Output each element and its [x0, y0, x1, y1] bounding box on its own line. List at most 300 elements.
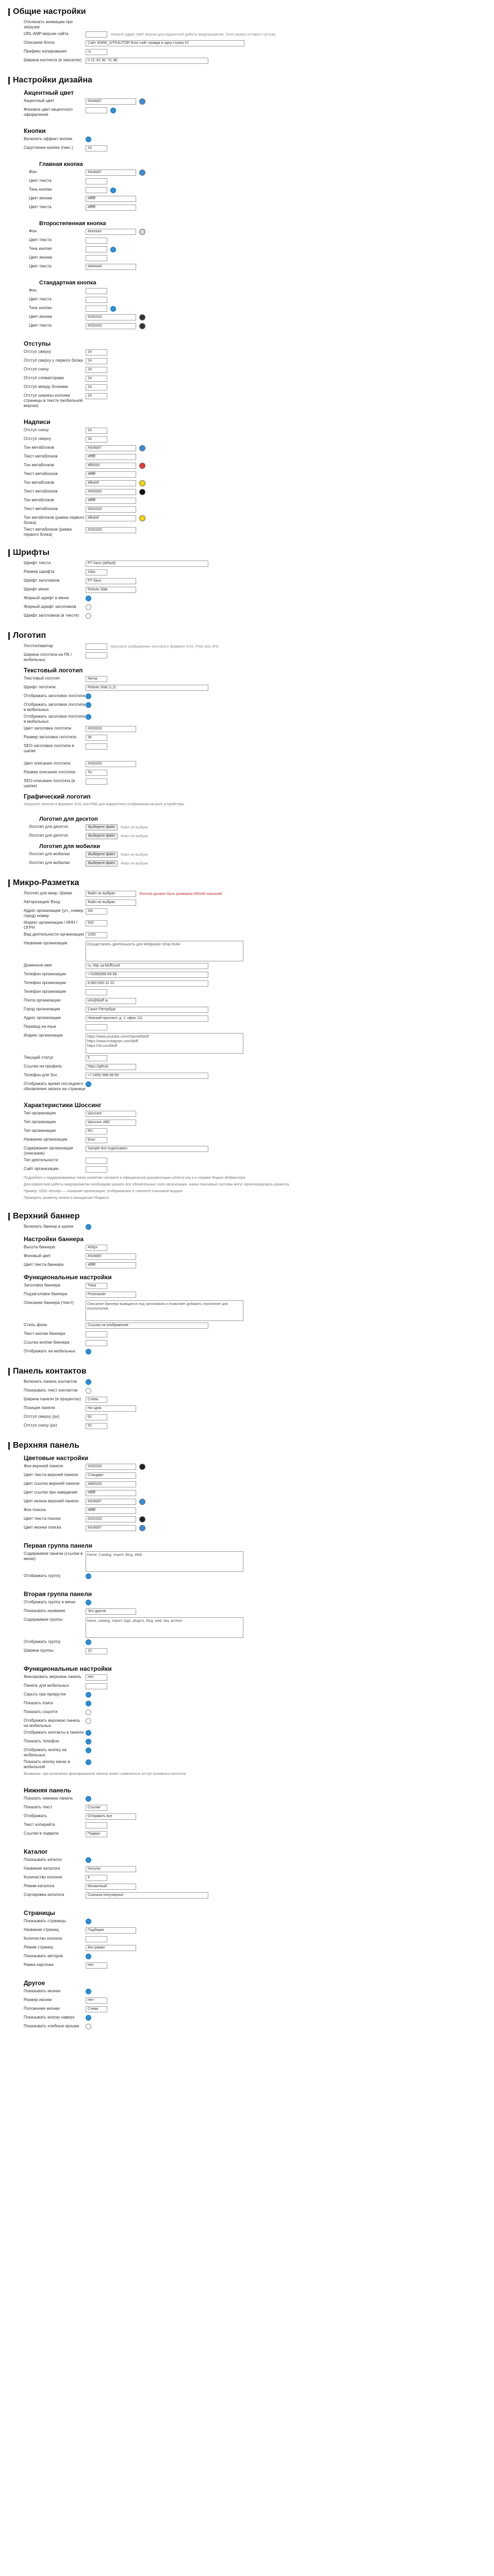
toggle-switch[interactable]	[86, 596, 91, 601]
toggle-switch[interactable]	[86, 1919, 91, 1924]
text-input[interactable]: Ни одна	[86, 1405, 136, 1412]
toggle-switch[interactable]	[86, 1748, 91, 1753]
text-input[interactable]: #ffffff	[86, 454, 136, 460]
text-input[interactable]	[86, 246, 107, 252]
setting-row	[8, 229, 488, 236]
setting-label: Текст кнопки баннера	[24, 1331, 65, 1336]
text-input[interactable]	[86, 643, 107, 650]
text-input[interactable]: Санкт-Петербург	[86, 1007, 208, 1013]
text-input[interactable]: #eeeeee	[86, 229, 136, 235]
setting-label: Включить эффект кнопки	[24, 137, 72, 141]
spacer	[8, 1432, 488, 1436]
text-input[interactable]: Блог	[86, 1137, 107, 1143]
setting-control	[86, 1831, 488, 1837]
setting-label: Включить панель контактов	[24, 1379, 77, 1384]
color-swatch-icon[interactable]	[139, 170, 145, 176]
setting-label: Текст метаблоков	[24, 454, 58, 459]
toggle-switch[interactable]	[86, 1379, 91, 1385]
color-swatch-icon[interactable]	[139, 98, 145, 105]
setting-label: Индекс организации / ИНН / ОГРН	[24, 920, 78, 930]
setting-row	[8, 1323, 488, 1330]
upload-control	[86, 852, 488, 858]
toggle-switch[interactable]	[86, 1639, 91, 1645]
text-input[interactable]: Мозаичный	[86, 1884, 136, 1890]
setting-control	[86, 178, 488, 184]
setting-row	[8, 1936, 488, 1943]
setting-label: Тень кнопки	[29, 246, 52, 251]
color-swatch-icon[interactable]	[139, 1516, 145, 1522]
setting-control	[86, 1617, 488, 1638]
setting-row	[8, 1120, 488, 1127]
text-input[interactable]: 5	[86, 1055, 107, 1061]
text-input[interactable]	[86, 1331, 107, 1337]
setting-row	[8, 613, 488, 620]
section-contacts	[8, 1367, 488, 1376]
text-input[interactable]: RU	[86, 1128, 107, 1134]
section-design-text: Настройки дизайна	[13, 76, 92, 84]
subsection-standard	[39, 280, 488, 286]
subsection-spacing	[24, 340, 488, 347]
setting-label: Показать поиск	[24, 1701, 53, 1705]
text-input[interactable]	[86, 1158, 107, 1164]
text-input[interactable]: Файл не выбран	[86, 891, 136, 897]
text-input[interactable]: Подборки	[86, 1927, 136, 1934]
setting-label: Ширина панели (в процентах)	[24, 1397, 81, 1401]
text-input[interactable]	[86, 187, 107, 193]
text-input[interactable]	[86, 297, 107, 303]
setting-row	[8, 246, 488, 253]
setting-label: Тон метаблоков (рамка первого блока)	[24, 515, 85, 525]
text-input[interactable]: Каталог	[86, 1866, 136, 1872]
setting-control	[86, 1551, 488, 1572]
text-input[interactable]: Нет	[86, 1674, 107, 1681]
setting-control	[86, 1936, 488, 1942]
setting-label: Шрифт меню	[24, 587, 49, 591]
text-input[interactable]: 24	[86, 384, 107, 391]
toggle-switch[interactable]	[86, 2024, 91, 2029]
setting-row	[8, 1796, 488, 1803]
setting-label: Ссылки в подвале	[24, 1831, 59, 1836]
text-input[interactable]: Стандарт	[86, 1472, 136, 1479]
text-input[interactable]: Шоссинг ABC	[86, 1120, 136, 1126]
text-input[interactable]	[86, 778, 107, 785]
text-input[interactable]: Слева	[86, 2006, 107, 2012]
setting-row	[8, 1617, 488, 1638]
toggle-switch[interactable]	[86, 1081, 91, 1087]
setting-label: Отступ сверху (px)	[24, 1414, 60, 1419]
text-input[interactable]: Сначала популярные	[86, 1892, 208, 1899]
text-input[interactable]: Невский проспект, д. 1, офис 111	[86, 1015, 208, 1022]
spacer	[8, 1778, 488, 1783]
text-input[interactable]: Sample text organization	[86, 1146, 208, 1152]
text-input[interactable]: Отправить все	[86, 1814, 136, 1820]
color-swatch-icon[interactable]	[139, 480, 145, 486]
toggle-switch[interactable]	[86, 1759, 91, 1765]
select-file-button[interactable]: Выберите файл	[86, 824, 118, 831]
text-input[interactable]	[86, 989, 107, 995]
setting-control	[86, 297, 488, 303]
toggle-switch[interactable]	[86, 613, 91, 619]
text-input[interactable]: Ти	[86, 770, 107, 776]
text-input[interactable]: Сайт WWW_SITEAUTOR Блог-сайт правда в одну строку 01	[86, 40, 244, 46]
color-swatch-icon[interactable]	[139, 1525, 145, 1531]
text-input[interactable]: #333333	[86, 527, 136, 533]
text-input[interactable]: 24	[86, 393, 107, 399]
setting-label: Отображать заголовок логотипа в мобильных	[24, 702, 86, 712]
text-input[interactable]: Ссылка на изображение	[86, 1323, 208, 1329]
toggle-switch[interactable]	[110, 188, 116, 193]
text-input[interactable]: #3c8dd7	[86, 445, 136, 451]
setting-row	[8, 963, 488, 970]
toggle-switch[interactable]	[86, 2015, 91, 2021]
text-input[interactable]: Шоссинг	[86, 1111, 136, 1117]
spacer	[8, 1582, 488, 1586]
subsection-banner-settings	[24, 1235, 488, 1243]
setting-control	[86, 498, 488, 504]
subsection-labels-text: Надписи	[24, 418, 51, 426]
setting-control	[86, 900, 488, 906]
text-input[interactable]: 50	[86, 1423, 107, 1429]
setting-control	[86, 506, 488, 513]
setting-label: Размер заголовка логотипа	[24, 735, 76, 739]
text-input[interactable]	[86, 743, 107, 750]
section-topbar-text: Верхняя панель	[13, 1441, 79, 1450]
setting-control	[86, 613, 488, 619]
text-input[interactable]: 24	[86, 349, 107, 355]
setting-label: Показать соцсети	[24, 1709, 58, 1714]
text-input[interactable]: 16	[86, 436, 107, 443]
setting-row	[8, 1989, 488, 1996]
text-input[interactable]: 16	[86, 145, 107, 151]
text-input[interactable]	[86, 238, 107, 244]
setting-control	[86, 1739, 488, 1744]
textarea-field[interactable]: https://www.youtube.com/channel/bloff https://www.instagram.com/bloff https://vk.com/bloff	[86, 1033, 243, 1054]
setting-label: Акцентный цвет	[24, 98, 55, 103]
setting-label: Тон метаблоков	[24, 463, 54, 467]
text-input[interactable]	[86, 178, 107, 184]
text-input[interactable]: 0 1C 5C 8C 7C 9E	[86, 58, 208, 64]
setting-label: Фон поиска	[24, 1507, 46, 1512]
text-input[interactable]: #ffffff	[86, 1507, 136, 1514]
textarea-field[interactable]: home, catalog, import, tags, plugins, blog, web, faq, archive	[86, 1617, 243, 1638]
setting-row	[8, 205, 488, 212]
section-topbar	[8, 1441, 488, 1450]
text-input[interactable]: Автор	[86, 676, 107, 682]
text-input[interactable]: Postmaster	[86, 1292, 136, 1298]
text-input[interactable]	[86, 1936, 107, 1942]
text-input[interactable]	[86, 1166, 107, 1173]
text-input[interactable]: 16px	[86, 569, 107, 575]
toggle-switch[interactable]	[86, 1600, 91, 1605]
section-top-banner-text: Верхний баннер	[13, 1212, 80, 1221]
textarea-field[interactable]: Описание баннера выводится под заголовком и позволяет добавить пояснение для посетителей.	[86, 1300, 243, 1321]
text-input[interactable]: #ffffff	[86, 1262, 136, 1268]
text-input[interactable]: Слева	[86, 1397, 107, 1403]
text-input[interactable]: PT Sans (default)	[86, 561, 208, 567]
setting-label: Город организации	[24, 1007, 60, 1011]
spacer	[8, 273, 488, 277]
color-swatch-icon[interactable]	[139, 229, 145, 235]
text-input[interactable]: #333333	[86, 761, 136, 767]
toggle-switch[interactable]	[86, 1739, 91, 1744]
setting-row	[8, 578, 488, 585]
text-input[interactable]: Файл не выбран	[86, 900, 136, 906]
toggle-switch[interactable]	[86, 1709, 91, 1715]
text-input[interactable]	[86, 1683, 107, 1689]
setting-label: Отступ между блоками	[24, 384, 68, 389]
setting-label: Телефон организации	[24, 980, 67, 985]
setting-label: Отображать на мобильных	[24, 1349, 76, 1353]
spacer	[8, 539, 488, 543]
setting-label: Подзаголовок баннера	[24, 1292, 68, 1296]
toggle-switch[interactable]	[110, 108, 116, 113]
subsection-bottom-bar	[24, 1787, 488, 1794]
text-input[interactable]: 600	[86, 920, 107, 926]
text-input[interactable]: #3c8dd7	[86, 170, 136, 176]
text-input[interactable]: #000000	[86, 489, 136, 495]
setting-control	[86, 471, 488, 478]
text-input[interactable]	[86, 288, 107, 294]
text-input[interactable]	[86, 255, 107, 261]
text-input[interactable]: +7(499)999-99-99	[86, 972, 208, 978]
text-input[interactable]: PT Sans	[86, 578, 136, 584]
setting-row	[8, 463, 488, 470]
setting-label: Цвет текста верхней панели	[24, 1472, 78, 1477]
setting-label: Тип деятельности	[24, 1158, 58, 1162]
color-swatch-icon[interactable]	[139, 314, 145, 320]
text-input[interactable]: +7 (499) 999-99-99	[86, 1073, 208, 1079]
section-logo	[8, 631, 488, 640]
setting-control	[86, 463, 488, 469]
setting-control	[86, 1224, 488, 1230]
subsection-banner-functional	[24, 1274, 488, 1281]
toggle-switch[interactable]	[86, 137, 91, 142]
toggle-switch[interactable]	[86, 1718, 91, 1724]
setting-row	[8, 1064, 488, 1071]
text-input[interactable]: #dd3333	[86, 1481, 136, 1487]
setting-label: Описание баннера (текст)	[24, 1300, 74, 1305]
text-input[interactable]	[86, 306, 107, 312]
setting-label: Скругление кнопки (пикс.)	[24, 145, 73, 150]
text-input[interactable]: Roboto Slab	[86, 587, 136, 593]
toggle-switch[interactable]	[86, 1989, 91, 1994]
text-input[interactable]: Тема	[86, 1283, 107, 1289]
text-input[interactable]: 16	[86, 428, 107, 434]
text-input[interactable]	[86, 1822, 107, 1828]
text-input[interactable]: #ffffff	[86, 1490, 136, 1496]
setting-control	[86, 1499, 488, 1505]
color-swatch-icon[interactable]	[139, 489, 145, 495]
text-input[interactable]: SN	[86, 908, 107, 914]
text-input[interactable]	[86, 652, 107, 658]
text-input[interactable]: Подвал	[86, 1831, 107, 1837]
select-file-button[interactable]: Выберите файл	[86, 852, 118, 858]
spacer	[8, 2032, 488, 2037]
setting-control	[86, 31, 488, 38]
setting-label: Шрифт логотипа	[24, 685, 56, 689]
toggle-switch[interactable]	[86, 1692, 91, 1698]
toggle-switch[interactable]	[86, 1796, 91, 1802]
text-input[interactable]: 24	[86, 367, 107, 373]
text-input[interactable]: Нет	[86, 1962, 107, 1969]
text-input[interactable]	[86, 107, 107, 113]
text-input[interactable]: 24	[86, 376, 107, 382]
setting-control	[86, 1989, 488, 1994]
setting-row	[8, 1674, 488, 1682]
text-input[interactable]: #ffffff	[86, 498, 136, 504]
text-input[interactable]: ru	[86, 49, 107, 55]
text-input[interactable]: #333333	[86, 1464, 136, 1470]
setting-row	[8, 393, 488, 409]
toggle-switch[interactable]	[86, 1573, 91, 1579]
spacer	[8, 332, 488, 336]
text-input[interactable]: #ffffff	[86, 196, 136, 202]
toggle-switch[interactable]	[110, 306, 116, 312]
setting-control	[86, 1323, 488, 1329]
section-general	[8, 7, 488, 16]
setting-row	[8, 1805, 488, 1812]
setting-control	[86, 1283, 488, 1289]
setting-label: Телефон организации	[24, 972, 67, 976]
color-swatch-icon[interactable]	[139, 445, 145, 451]
setting-row	[8, 980, 488, 988]
setting-control	[86, 1814, 488, 1820]
text-input[interactable]: #3c8dd7	[86, 1253, 136, 1260]
text-input[interactable]: https://github	[86, 1064, 136, 1070]
setting-control	[86, 1822, 488, 1828]
text-input[interactable]: #333333	[86, 506, 136, 513]
text-input[interactable]: Нет	[86, 1997, 107, 2004]
text-input[interactable]: ru, http ua-bloffcoud	[86, 963, 208, 969]
setting-row	[8, 2006, 488, 2013]
setting-label: Отступ снизу (px)	[24, 1423, 57, 1428]
setting-row	[8, 770, 488, 777]
setting-row	[8, 1954, 488, 1961]
toggle-switch[interactable]	[86, 1224, 91, 1230]
text-input[interactable]: 36	[86, 735, 107, 741]
setting-row	[8, 498, 488, 505]
setting-row	[8, 31, 488, 39]
text-input[interactable]: #3c8dd7	[86, 98, 136, 105]
text-input[interactable]	[86, 1024, 107, 1030]
subsection-banner-settings-text: Настройки баннера	[24, 1235, 84, 1243]
setting-control	[86, 714, 488, 720]
color-swatch-icon[interactable]	[139, 463, 145, 469]
toggle-switch[interactable]	[86, 604, 91, 610]
toggle-switch[interactable]	[86, 693, 91, 699]
toggle-switch[interactable]	[86, 1349, 91, 1354]
text-input[interactable]: info@bloff.ru	[86, 998, 136, 1004]
text-input[interactable]: Это другие	[86, 1608, 136, 1615]
toggle-switch[interactable]	[86, 1701, 91, 1706]
text-input[interactable]: 4	[86, 1875, 107, 1881]
text-input[interactable]: #ffffff	[86, 205, 136, 211]
setting-control	[86, 238, 488, 244]
color-swatch-icon[interactable]	[139, 1464, 145, 1470]
text-input[interactable]: 8-800-000-11-22	[86, 980, 208, 987]
color-swatch-icon[interactable]	[139, 323, 145, 329]
toggle-switch[interactable]	[86, 1388, 91, 1394]
toggle-switch[interactable]	[86, 702, 91, 708]
setting-row	[8, 1024, 488, 1031]
setting-control	[86, 1245, 488, 1251]
text-input[interactable]: #ffe84f	[86, 515, 136, 521]
textarea-field[interactable]: Осуществлять деятельность для Webpackin Shop Ru64	[86, 941, 243, 961]
setting-label: Отступ слева/справа	[24, 376, 64, 380]
text-input[interactable]: #ffffff	[86, 471, 136, 478]
text-input[interactable]: Без рамки	[86, 1945, 136, 1951]
setting-control	[86, 515, 488, 521]
text-input[interactable]: #333333	[86, 323, 136, 329]
text-input[interactable]: #3c8dd7	[86, 1525, 136, 1531]
setting-label: Отступ сверху	[24, 436, 52, 441]
setting-control	[86, 643, 488, 650]
subsection-bottom-bar-text: Нижняя панель	[24, 1787, 71, 1794]
text-input[interactable]: #333333	[86, 726, 136, 732]
setting-row	[8, 1262, 488, 1269]
setting-label: Почта организации	[24, 998, 61, 1003]
color-swatch-icon[interactable]	[139, 515, 145, 521]
setting-control	[86, 1158, 488, 1164]
color-swatch-icon[interactable]	[139, 1499, 145, 1505]
setting-control	[86, 349, 488, 355]
toggle-switch[interactable]	[86, 1730, 91, 1736]
section-marker	[8, 1213, 10, 1221]
setting-row	[8, 1166, 488, 1174]
text-input[interactable]: 10	[86, 1648, 107, 1654]
setting-control	[86, 1414, 488, 1420]
text-input[interactable]: #333333	[86, 314, 136, 320]
text-input[interactable]: 50	[86, 1414, 107, 1420]
toggle-switch[interactable]	[110, 247, 116, 252]
setting-label: Показывать хлебные крошки	[24, 2024, 79, 2028]
setting-row	[8, 1648, 488, 1655]
setting-row	[8, 489, 488, 496]
setting-label: Тень кнопки	[29, 187, 52, 192]
text-input[interactable]	[86, 31, 107, 38]
setting-control	[86, 1709, 488, 1715]
setting-label: Шрифт заголовков (в тексте)	[24, 613, 79, 618]
setting-label: Размер описания логотипа	[24, 770, 75, 774]
setting-row	[8, 972, 488, 979]
text-input[interactable]: 1000	[86, 932, 107, 938]
text-input[interactable]: 24	[86, 358, 107, 364]
text-input[interactable]: Roboto Slab (1,2)	[86, 685, 208, 691]
setting-label: Телефон для Soc	[24, 1073, 58, 1077]
text-input[interactable]: #ffe84f	[86, 480, 136, 486]
textarea-field[interactable]: Home, Catalog, Import, Blog, Web	[86, 1551, 243, 1572]
select-file-button[interactable]: Выберите файл	[86, 860, 118, 867]
text-input[interactable]: #333333	[86, 1516, 136, 1522]
text-input[interactable]: #3c8dd7	[86, 1499, 136, 1505]
select-file-button[interactable]: Выберите файл	[86, 833, 118, 839]
toggle-switch[interactable]	[86, 1857, 91, 1863]
setting-row	[8, 1472, 488, 1480]
setting-label: Размер шрифта	[24, 569, 55, 574]
setting-row	[8, 908, 488, 919]
text-input[interactable]: Ссылки	[86, 1805, 107, 1811]
setting-label: Цвет иконки поиска	[24, 1525, 61, 1530]
setting-label: Режим страниц	[24, 1945, 53, 1950]
toggle-switch[interactable]	[86, 1954, 91, 1959]
text-input[interactable]: 400px	[86, 1245, 107, 1251]
setting-control	[86, 1331, 488, 1337]
toggle-switch[interactable]	[86, 714, 91, 720]
text-input[interactable]	[86, 1340, 107, 1346]
text-input[interactable]: #444444	[86, 264, 136, 270]
text-input[interactable]: #ff0000	[86, 463, 136, 469]
setting-control	[86, 2006, 488, 2012]
